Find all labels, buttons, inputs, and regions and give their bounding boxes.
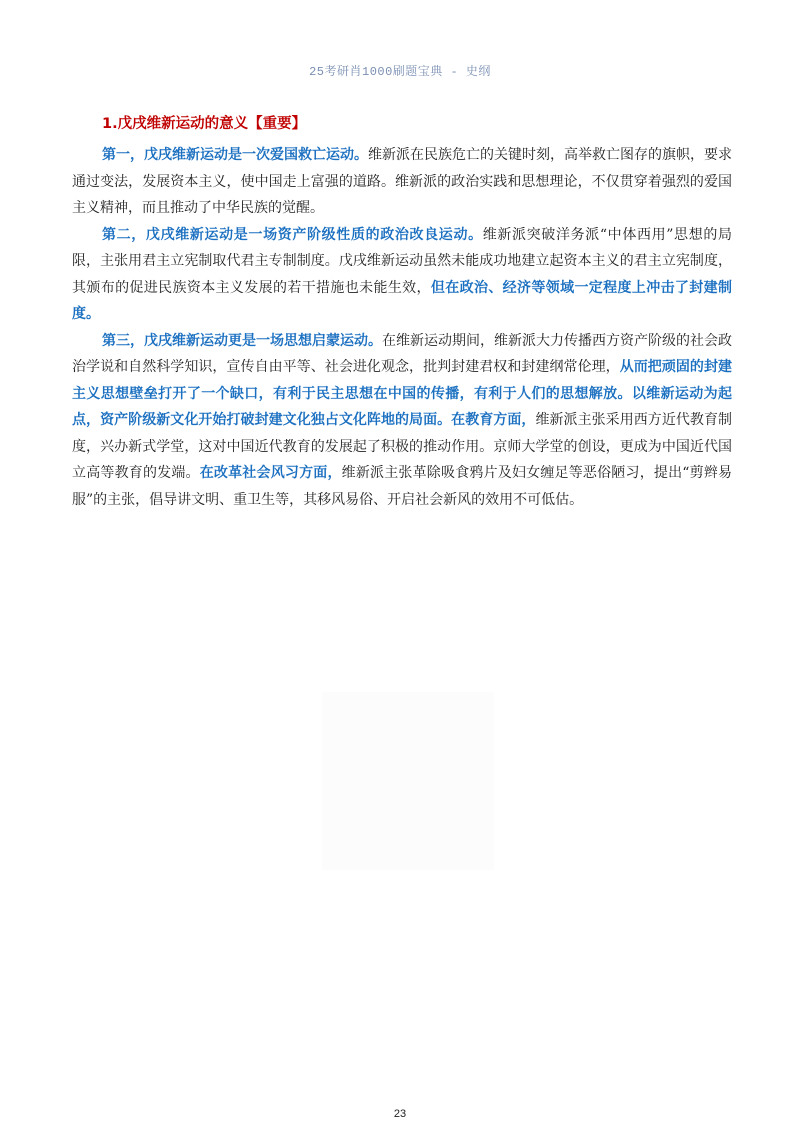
section-title: 1.戊戌维新运动的意义【重要】 bbox=[102, 116, 307, 132]
paragraph-1 bbox=[72, 142, 732, 222]
paragraph-3-body-3: 维新派主张革除吸食鸦片及妇女缠足等恶俗陋习，提出“剪辫易服”的主张，倡导讲文明、重卫生等，其移风易俗、开启社会新风的效用不可低估。 bbox=[72, 465, 733, 508]
main-content bbox=[72, 112, 732, 513]
paragraph-1-body: 维新派在民族危亡的关键时刻，高举救亡图存的旗帜，要求通过变法，发展资本主义，使中国走上富强的道路。维新派的政治实践和思想理论，不仅贯穿着强烈的爱国主义精神，而且推动了中华民族的觉醒。 bbox=[72, 147, 732, 216]
paragraph-2 bbox=[72, 222, 732, 328]
paragraph-3-emphasis-1: 从而把顽固的封建主义思想壁垒打开了一个缺口，有利于民主思想在中国的传播，有利于人们的思想解放。以维新运动为起点，资产阶级新文化开始打破封建文化独占文化阵地的局面。在教育方面， bbox=[72, 359, 733, 428]
paragraph-3-heading: 第三，戊戌维新运动更是一场思想启蒙运动。 bbox=[102, 332, 382, 349]
paragraph-2-emphasis: 但在政治、经济等领域一定程度上冲击了封建制度。 bbox=[72, 279, 733, 322]
paragraph-3-body-1: 在维新运动期间，维新派大力传播西方资产阶级的社会政治学说和自然科学知识，宣传自由平等、社会进化观念，批判封建君权和封建纲常伦理， bbox=[72, 332, 732, 375]
paragraph-3 bbox=[72, 328, 732, 514]
paragraph-2-heading: 第二，戊戌维新运动是一场资产阶级性质的政治改良运动。 bbox=[102, 226, 483, 243]
faint-watermark-area bbox=[322, 692, 494, 870]
paragraph-1-heading: 第一，戊戌维新运动是一次爱国救亡运动。 bbox=[102, 147, 368, 163]
running-header: 25考研肖1000刷题宝典 - 史纲 bbox=[309, 65, 491, 79]
page-number: 23 bbox=[393, 1108, 407, 1120]
paragraph-2-body: 维新派突破洋务派“中体西用”思想的局限，主张用君主立宪制取代君主专制制度。戊戌维新运动虽然未能成功地建立起资本主义的君主立宪制度，其颁布的促进民族资本主义发展的若干措施也未能生效， bbox=[72, 226, 732, 296]
paragraph-3-body-2: 维新派主张采用西方近代教育制度，兴办新式学堂，这对中国近代教育的发展起了积极的推动作用。京师大学堂的创设，更成为中国近代国立高等教育的发端。 bbox=[72, 412, 733, 481]
paragraph-3-emphasis-2: 在改革社会风习方面， bbox=[199, 465, 342, 481]
